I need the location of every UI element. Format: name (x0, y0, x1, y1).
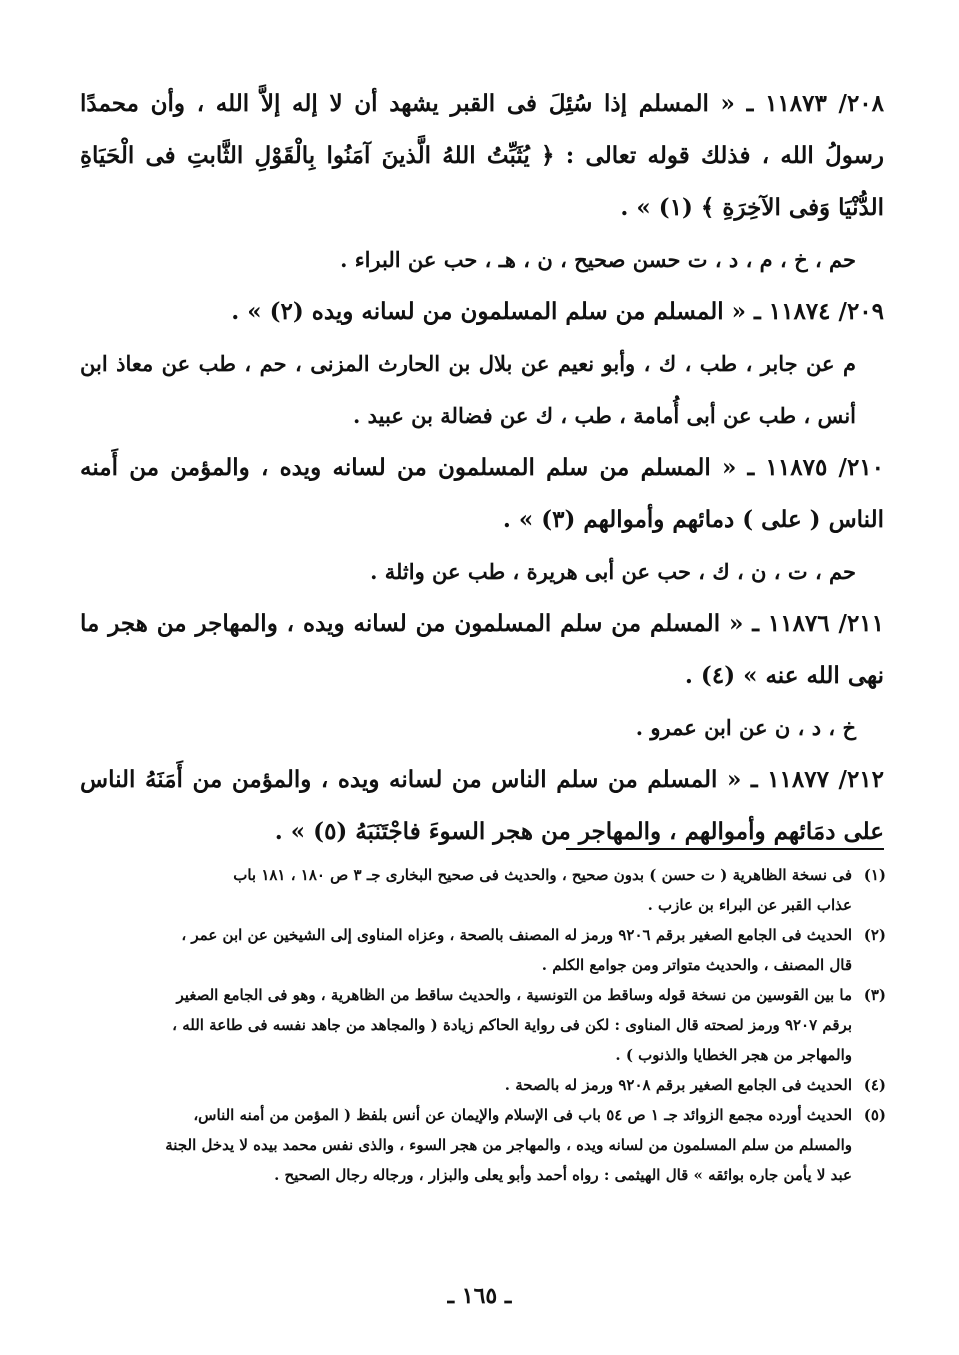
footnote-number: (٤) (863, 1076, 886, 1094)
footnote-line: ما بين القوسين من نسخة قوله وساقط من التونسية ، والحديث ساقط من الظاهرية ، وهو فى الجامع الصغير (176, 986, 852, 1004)
footnote-line: والمسلم من سلم المسلمون من لسانه ويده ، والمهاجر من هجر السوء ، والذى نفس محمد بيده لا يدخل الجنة (165, 1136, 852, 1154)
footnote-line: عبد لا يأمن جاره بوائقه » قال الهيثمى : رواه أحمد وأبو يعلى والبزار ، ورجاله رجال الصحيح . (274, 1166, 852, 1184)
footnote-number: (٢) (863, 926, 886, 944)
hadith-entry (80, 754, 884, 858)
footnote-number: (٣) (863, 986, 886, 1004)
hadith-text: ٢٠٩/ ١١٨٧٤ ـ « المسلم من سلم المسلمون من لسانه ويده (٢) » . (231, 298, 884, 325)
hadith-text: ٢١١/ ١١٨٧٦ ـ « المسلم من سلم المسلمون من لسانه ويده ، والمهاجر من هجر ما نهى الله عنه » (٤) . (80, 610, 884, 689)
hadith-text: ٢١٢/ ١١٨٧٧ ـ « المسلم من سلم الناس من لسانه ويده ، والمؤمن من أَمَنَهُ الناس على دمَائهم وأموالهم ، والمهاجر من هجر السوءَ فاجْتَنَبَهُ (٥) » . (80, 766, 884, 845)
footnote-line: والمهاجر من هجر الخطايا والذنوب ) . (615, 1046, 852, 1064)
footnote (86, 860, 886, 920)
hadith-sources: حم ، ت ، ن ، ك ، حب عن أبى هريرة ، طب عن واثلة . (370, 559, 856, 584)
footnote-line: عذاب القبر عن البراء بن عازب . (647, 896, 852, 914)
footnote (86, 1070, 886, 1100)
footnote-number: (٥) (863, 1106, 886, 1124)
footnotes (86, 860, 886, 1190)
hadith-entry (80, 598, 884, 702)
page-number: ـ ١٦٥ ـ (447, 1283, 512, 1309)
hadith-text: ٢٠٨/ ١١٨٧٣ ـ « المسلم إذا سُئِلَ فى القبر يشهد أن لا إله إلاَّ الله ، وأن محمدًا رسولُ الله ، فذلك قوله تعالى : ﴿ يُثَبِّتُ اللهُ الَّذينَ آمَنُوا بِالْقَوْلِ الثَّابتِ فى الْحَيَاةِ الدُّنْيَا وَفى الآخِرَةِ ﴾ (١) » . (80, 90, 884, 221)
footnote-line: فى نسخة الظاهرية ( ت حسن ) بدون صحيح ، والحديث فى صحيح البخارى جـ ٣ ص ١٨٠ ، ١٨١ باب (233, 866, 852, 884)
hadith-sources: خ ، د ، ن عن ابن عمرو . (635, 715, 856, 740)
footnote (86, 980, 886, 1070)
hadith-sources: حم ، خ ، م ، د ، ت حسن صحيح ، ن ، هـ ، حب عن البراء . (340, 247, 856, 272)
footnote-line: الحديث فى الجامع الصغير برقم ٩٢٠٦ ورمز له المصنف بالصحة ، وعزاه المناوى إلى الشيخين عن ابن عمر ، (181, 926, 852, 944)
hadith-text: ٢١٠/ ١١٨٧٥ ـ « المسلم من سلم المسلمون من لسانه ويده ، والمؤمن من أَمنه الناس ( على ) دمائهم وأموالهم (٣) » . (80, 454, 884, 533)
hadith-entry (80, 442, 884, 546)
footnote-line: قال المصنف ، والحديث متواتر ومن جوامع الكلم . (541, 956, 852, 974)
hadith-entry (80, 286, 884, 338)
main-text (80, 78, 884, 858)
footnote-line: الحديث أورده مجمع الزوائد جـ ١ ص ٥٤ باب فى الإسلام والإيمان عن أنس بلفظ ( المؤمن من أمنه الناس، (193, 1106, 852, 1124)
footnote (86, 920, 886, 980)
hadith-entry (80, 78, 884, 234)
footnote (86, 1100, 886, 1190)
hadith-sources: م عن جابر ، طب ، ك ، وأبو نعيم عن بلال بن الحارث المزنى ، حم ، طب عن معاذ ابن أنس ، طب عن أبى أُمامة ، طب ، ك عن فضالة بن عبيد . (80, 351, 856, 428)
footnote-separator (566, 848, 884, 850)
footnote-line: برقم ٩٢٠٧ ورمز لصحته قال المناوى : لكن فى رواية الحاكم زيادة ( والمجاهد من جاهد نفسه فى طاعة الله ، (172, 1016, 852, 1034)
footnote-line: الحديث فى الجامع الصغير برقم ٩٢٠٨ ورمز له بالصحة . (504, 1076, 852, 1094)
footnote-number: (١) (863, 866, 886, 884)
